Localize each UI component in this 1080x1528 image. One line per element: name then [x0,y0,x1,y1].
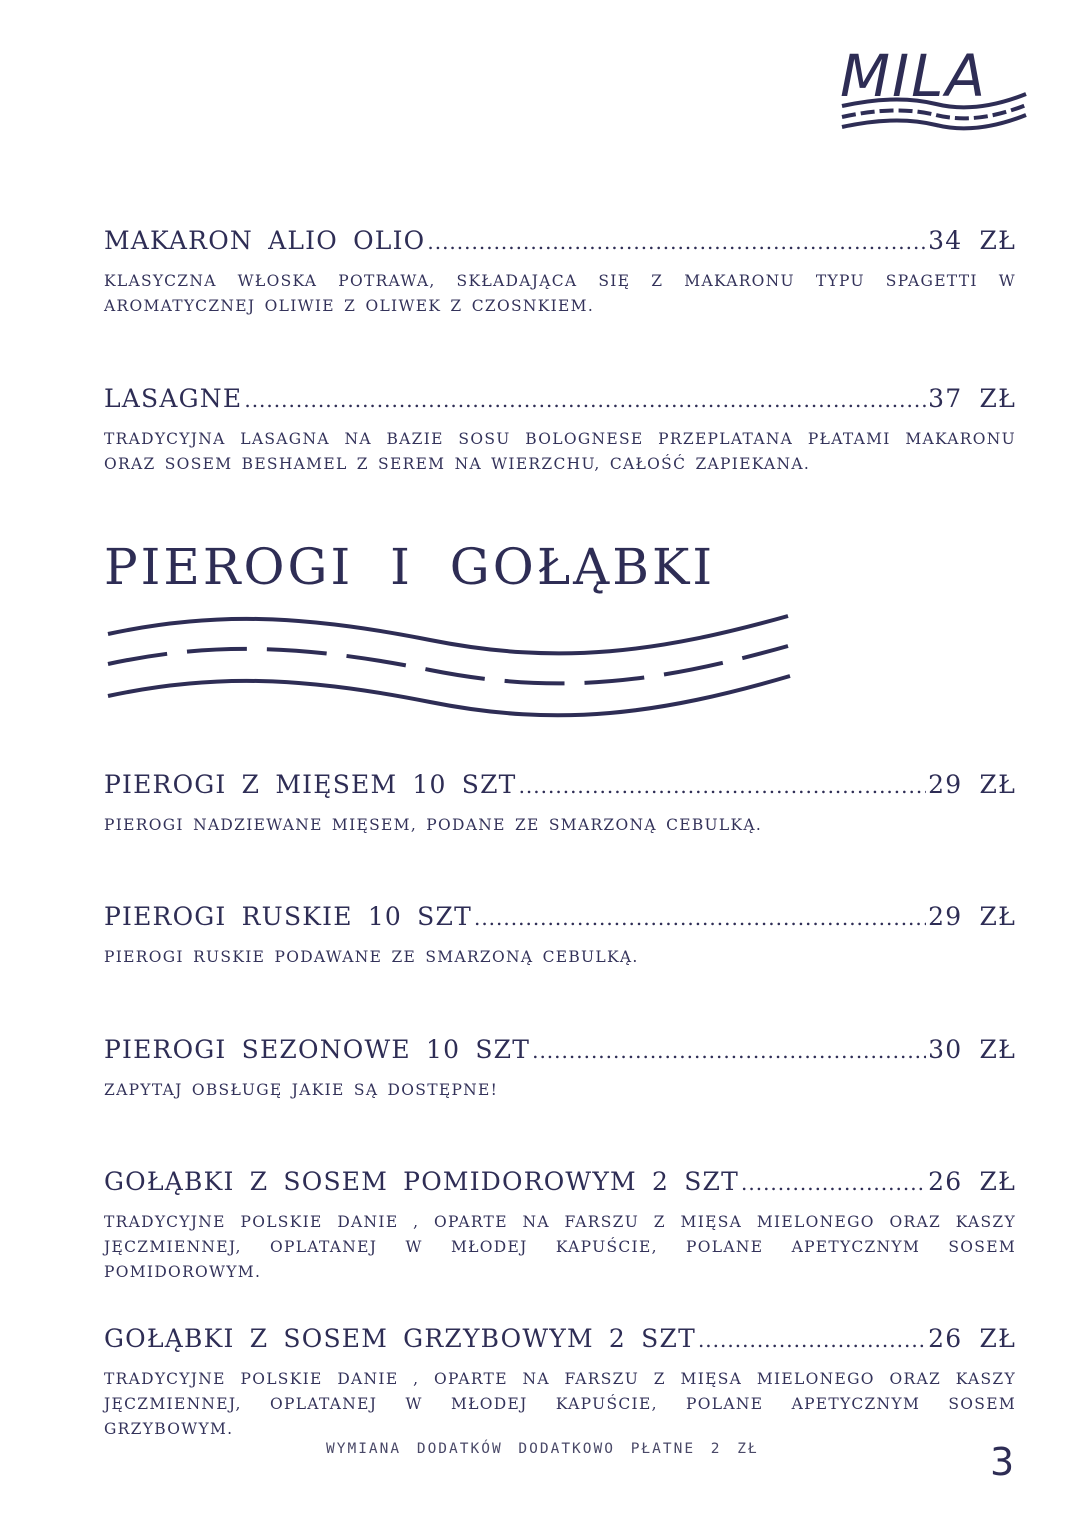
mila-logo [836,38,1032,134]
logo-text: MILA [840,42,988,110]
menu-item-name: GOŁĄBKI Z SOSEM GRZYBOWYM 2 SZT [104,1324,696,1353]
wave-road-divider-icon [100,608,800,718]
menu-item-title-row [104,770,1016,799]
menu-item-price: 26 ZŁ [928,1324,1016,1353]
footer-note: WYMIANA DODATKÓW DODATKOWO PŁATNE 2 ZŁ [326,1441,759,1457]
menu-item-price: 37 ZŁ [928,384,1016,413]
menu-item [104,770,1016,838]
menu-item-description: PIEROGI NADZIEWANE MIĘSEM, PODANE ZE SMARZONĄ CEBULKĄ. [104,816,763,834]
menu-item-description: KLASYCZNA WŁOSKA POTRAWA, SKŁADAJĄCA SIĘ Z MAKARONU TYPU SPAGETTI W AROMATYCZNEJ OLIWIE Z OLIWEK Z CZOSNKIEM. [104,272,1016,315]
menu-item-title-row [104,1035,1016,1064]
waves-icon [836,38,1032,134]
menu-item [104,1167,1016,1285]
menu-item [104,1324,1016,1442]
menu-item-price: 26 ZŁ [928,1167,1016,1196]
section-title: PIEROGI I GOŁĄBKI [104,538,716,596]
dot-leader [698,1328,926,1352]
menu-item-name: PIEROGI Z MIĘSEM 10 SZT [104,770,517,799]
menu-item-description: ZAPYTAJ OBSŁUGĘ JAKIE SĄ DOSTĘPNE! [104,1081,499,1099]
menu-item-name: PIEROGI RUSKIE 10 SZT [104,902,472,931]
menu-item-price: 29 ZŁ [928,770,1016,799]
menu-item-name: GOŁĄBKI Z SOSEM POMIDOROWYM 2 SZT [104,1167,739,1196]
dot-leader [741,1171,926,1195]
menu-item-title-row [104,1324,1016,1353]
menu-item-price: 34 ZŁ [928,226,1016,255]
dot-leader [474,906,926,930]
dot-leader [427,230,926,254]
menu-item-description: TRADYCYJNE POLSKIE DANIE , OPARTE NA FARSZU Z MIĘSA MIELONEGO ORAZ KASZY JĘCZMIENNEJ, OPLATANEJ W MŁODEJ KAPUŚCIE, POLANE APETYCZNYM SOSEM POMIDOROWYM. [104,1213,1016,1281]
menu-item-price: 30 ZŁ [928,1035,1016,1064]
menu-item-title-row [104,902,1016,931]
menu-item-price: 29 ZŁ [928,902,1016,931]
menu-item-name: MAKARON ALIO OLIO [104,226,426,255]
dot-leader [244,388,926,412]
menu-item [104,1035,1016,1103]
page-number: 3 [990,1440,1015,1484]
menu-item-title-row [104,384,1016,413]
menu-item-description: PIEROGI RUSKIE PODAWANE ZE SMARZONĄ CEBULKĄ. [104,948,639,966]
menu-item-name: LASAGNE [104,384,243,413]
menu-item [104,226,1016,319]
menu-item-description: TRADYCYJNA LASAGNA NA BAZIE SOSU BOLOGNESE PRZEPLATANA PŁATAMI MAKARONU ORAZ SOSEM BESHAMEL Z SEREM NA WIERZCHU, CAŁOŚĆ ZAPIEKANA. [104,430,1016,473]
menu-item [104,902,1016,970]
menu-item-description: TRADYCYJNE POLSKIE DANIE , OPARTE NA FARSZU Z MIĘSA MIELONEGO ORAZ KASZY JĘCZMIENNEJ, OPLATANEJ W MŁODEJ KAPUŚCIE, POLANE APETYCZNYM SOSEM GRZYBOWYM. [104,1370,1016,1438]
dot-leader [532,1039,926,1063]
dot-leader [519,774,927,798]
menu-item-title-row [104,226,1016,255]
menu-item-title-row [104,1167,1016,1196]
menu-item [104,384,1016,477]
menu-item-name: PIEROGI SEZONOWE 10 SZT [104,1035,531,1064]
